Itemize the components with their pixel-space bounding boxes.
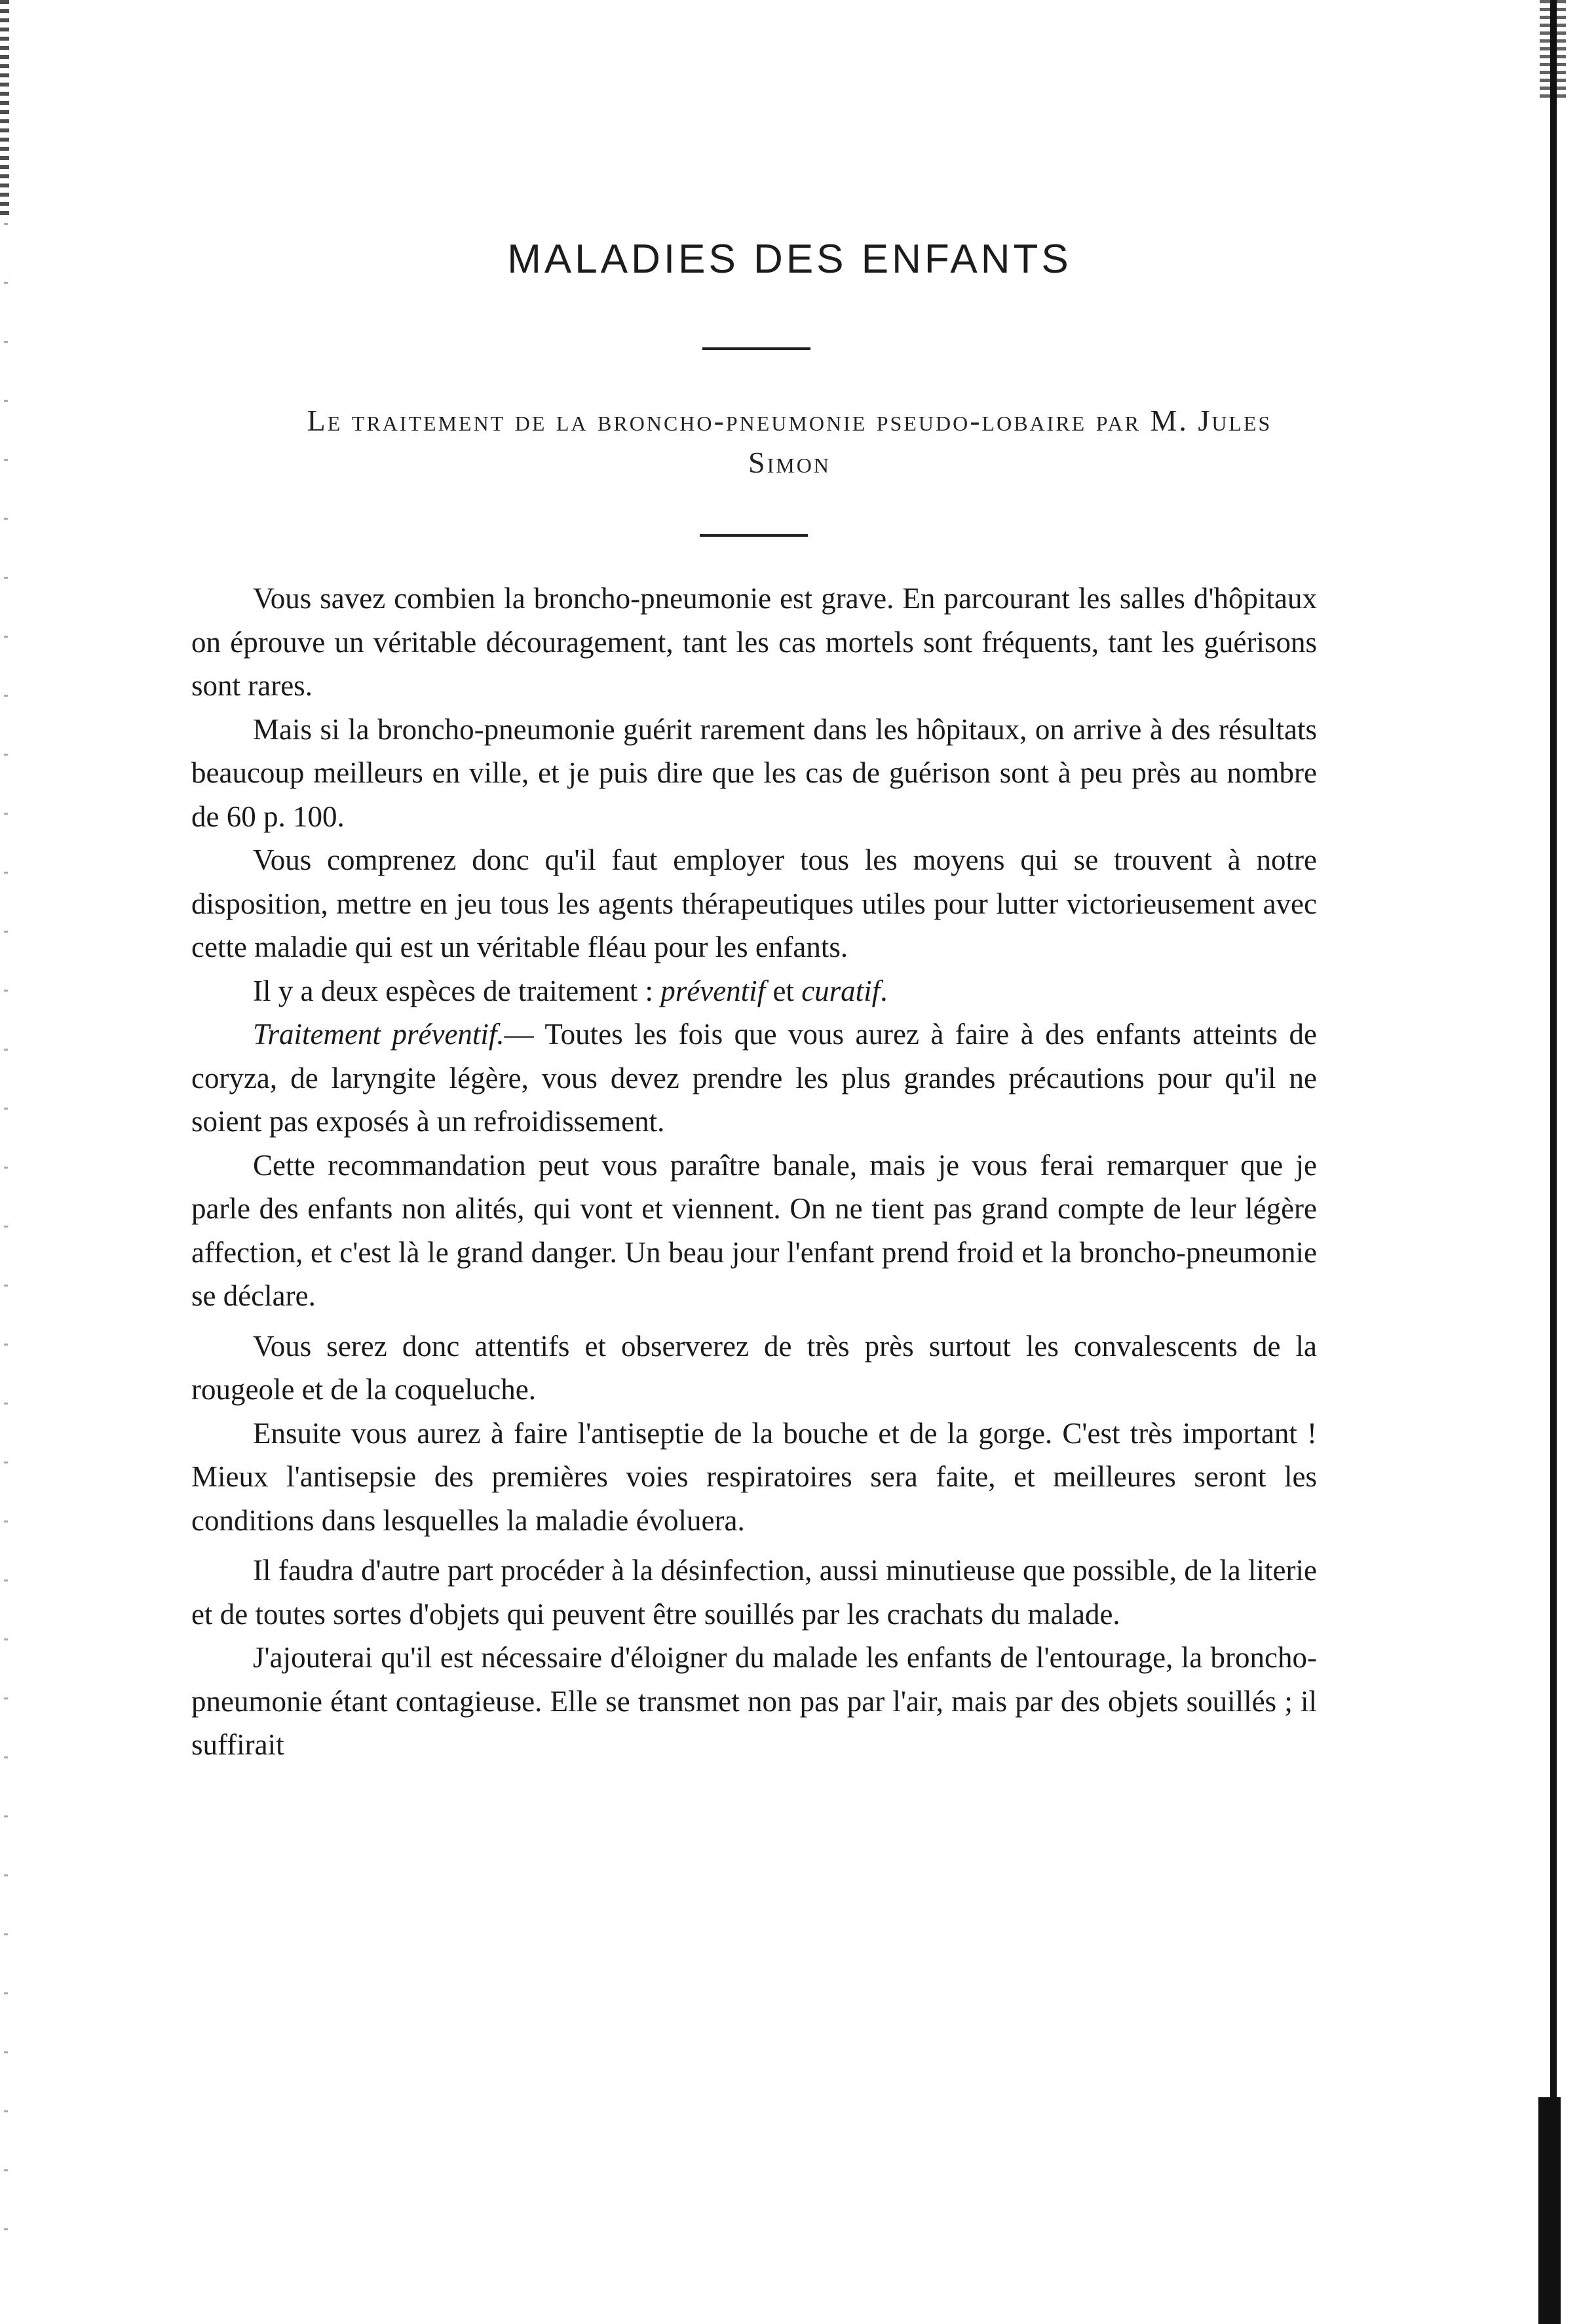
scan-edge-left — [0, 0, 9, 216]
paragraph — [191, 1013, 1317, 1144]
scan-edge-right — [1546, 0, 1561, 2324]
paragraph — [191, 969, 1317, 1013]
paragraph: Cette recommandation peut vous paraître banale, mais je vous ferai remarquer que je parle des enfants non alités, qui vont et viennent. On ne tient pas grand compte de leur légère affection, et c'est là le grand danger. Un beau jour l'enfant prend froid et la broncho-pneumonie se déclare. — [191, 1148, 1317, 1312]
subtitle-rule — [700, 534, 808, 537]
page-title: MALADIES DES ENFANTS — [507, 237, 1072, 282]
article-body — [191, 577, 1317, 1767]
paragraph-text: Il y a deux espèces de traitement : — [253, 974, 661, 1007]
paragraph: Vous comprenez donc qu'il faut employer tous les moyens qui se trouvent à notre disposition, mettre en jeu tous les agents thérapeutiques utiles pour lutter victorieusement avec cette maladie qui est un véritable fléau pour les enfants. — [191, 843, 1317, 963]
article-subtitle: Le traitement de la broncho-pneumonie pseudo-lobaire par M. Jules Simon — [307, 404, 1272, 479]
paragraph-text: — Toutes les fois que vous aurez à faire à des enfants atteints de coryza, de laryngite légère, vous devez prendre les plus grandes précautions pour qu'il ne soient pas exposés à un refroidissement. — [191, 1018, 1317, 1138]
scan-edge-right-bottom — [1533, 2097, 1566, 2324]
scan-edge-left-marks — [4, 223, 8, 2287]
emphasis-preventif: préventif — [660, 974, 766, 1007]
paragraph: Il faudra d'autre part procéder à la désinfection, aussi minutieuse que possible, de la literie et de toutes sortes d'objets qui peuvent être souillés par les crachats du malade. — [191, 1554, 1317, 1631]
paragraph: Ensuite vous aurez à faire l'antiseptie de la bouche et de la gorge. C'est très important ! Mieux l'antisepsie des premières voies respiratoires sera faite, et meilleures seront les conditions dans lesquelles la maladie évoluera. — [191, 1416, 1317, 1537]
paragraph: J'ajouterai qu'il est nécessaire d'éloigner du malade les enfants de l'entourage, la broncho-pneumonie étant contagieuse. Elle se transmet non pas par l'air, mais par des objets souillés ; il suffirait — [191, 1641, 1317, 1761]
title-rule — [702, 347, 810, 350]
paragraph: Vous serez donc attentifs et observerez de très près surtout les convalescents de la rougeole et de la coqueluche. — [191, 1329, 1317, 1406]
paragraph-text: . — [880, 974, 888, 1007]
paragraph: Mais si la broncho-pneumonie guérit rarement dans les hôpitaux, on arrive à des résultats beaucoup meilleurs en ville, et je puis dire que les cas de guérison sont à peu près au nombre de 60 p. 100. — [191, 712, 1317, 833]
paragraph: Vous savez combien la broncho-pneumonie est grave. En parcourant les salles d'hôpitaux on éprouve un véritable découragement, tant les cas mortels sont fréquents, tant les guérisons sont rares. — [191, 582, 1317, 702]
section-lead: Traitement préventif. — [253, 1018, 504, 1051]
paragraph-text: et — [765, 974, 802, 1007]
emphasis-curatif: curatif — [801, 974, 881, 1007]
